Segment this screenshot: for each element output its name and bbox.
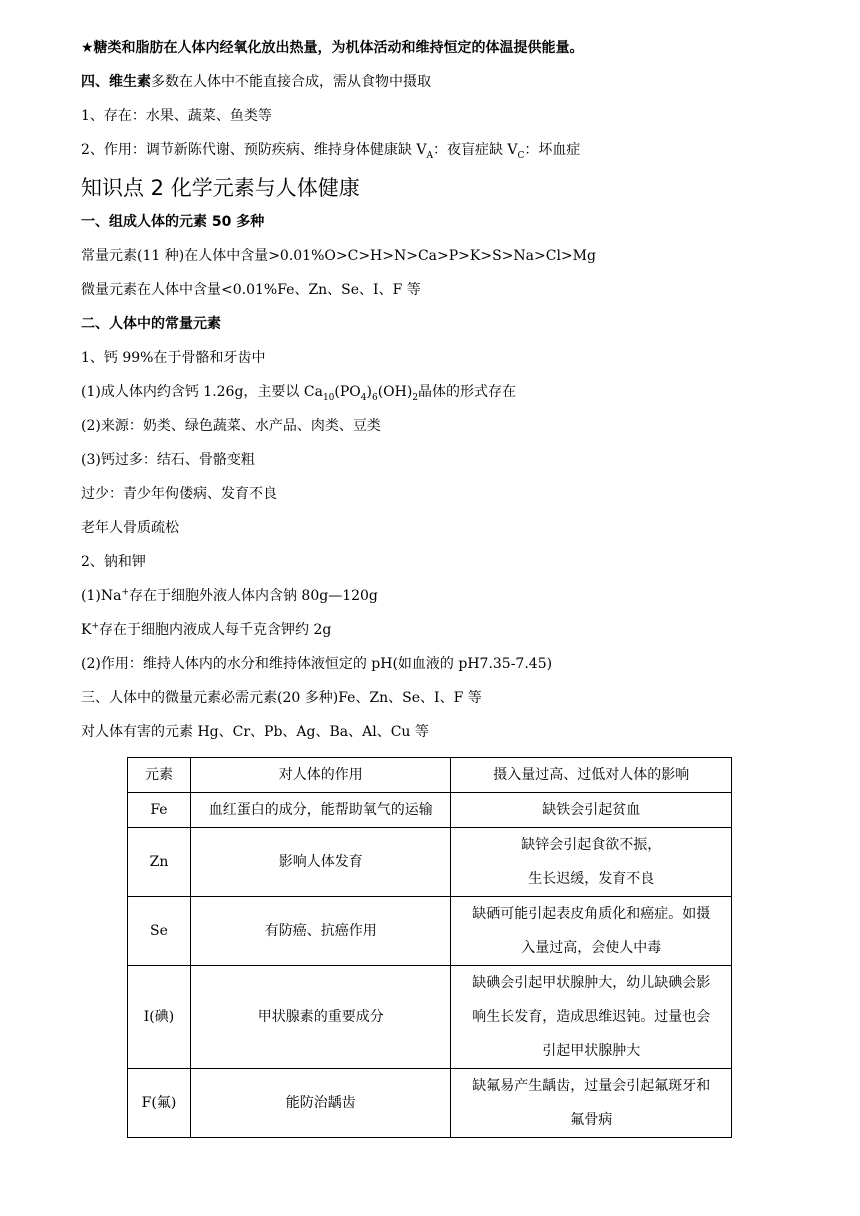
potassium-text: K	[81, 622, 92, 638]
cell-effect	[451, 966, 732, 1069]
section-elements-title: 一、组成人体的元素 50 多种	[81, 214, 265, 230]
formula-sub-1: 10	[322, 392, 335, 403]
vitamin-title-rest: 多数在人体中不能直接合成，需从食物中摄取	[151, 74, 431, 90]
cell-role: 血红蛋白的成分，能帮助氧气的运输	[190, 793, 451, 828]
cell-effect	[451, 828, 732, 897]
vitamin-func-text-3: ：坏血症	[524, 142, 581, 158]
header-element: 元素	[128, 758, 191, 793]
formula-text-3: )	[366, 384, 372, 400]
formula-text-2: (PO	[334, 384, 361, 400]
vitamin-func-text-2: ：夜盲症缺 V	[432, 142, 518, 158]
cell-effect	[451, 1069, 732, 1138]
section-macro-title: 二、人体中的常量元素	[81, 316, 221, 332]
sodium-potassium-function: (2)作用：维持人体内的水分和维持体液恒定的 pH(如血液的 pH7.35-7.45)	[81, 656, 553, 672]
sodium-line	[81, 586, 741, 606]
table-row	[128, 1069, 732, 1138]
calcium-line: 1、钙 99%在于骨骼和牙齿中	[81, 350, 266, 366]
potassium-line	[81, 620, 741, 640]
cell-effect	[451, 897, 732, 966]
formula-text-4: (OH)	[377, 384, 413, 400]
cell-element: I(碘)	[128, 966, 191, 1069]
vitamin-section-title	[81, 72, 741, 92]
header-effect: 摄入量过高、过低对人体的影响	[451, 758, 732, 793]
effect-line: 引起甲状腺肿大	[542, 1043, 641, 1059]
effect-line: 氟骨病	[570, 1112, 613, 1128]
vitamin-c-subscript: C	[517, 150, 525, 161]
cell-role: 甲状腺素的重要成分	[190, 966, 451, 1069]
calcium-formula-text: (1)成人体内约含钙 1.26g，主要以 Ca	[81, 384, 323, 400]
sodium-text: (1)Na	[81, 588, 122, 604]
document-page	[81, 38, 741, 756]
cell-element: Zn	[128, 828, 191, 897]
table-header-row	[128, 758, 732, 793]
calcium-excess: (3)钙过多：结石、骨骼变粗	[81, 452, 255, 468]
trace-elements-line: 微量元素在人体中含量<0.01%Fe、Zn、Se、I、F 等	[81, 282, 421, 298]
table-row	[128, 966, 732, 1069]
energy-note: ★糖类和脂肪在人体内经氧化放出热量，为机体活动和维持恒定的体温提供能量。	[81, 40, 584, 56]
vitamin-sources: 1、存在：水果、蔬菜、鱼类等	[81, 108, 272, 124]
effect-line: 生长迟缓，发育不良	[528, 871, 655, 887]
elements-table	[127, 757, 732, 1138]
effect-line: 缺氟易产生龋齿，过量会引起氟斑牙和	[472, 1078, 711, 1094]
calcium-deficiency: 过少：青少年佝偻病、发育不良	[81, 486, 277, 502]
sodium-potassium-title: 2、钠和钾	[81, 554, 146, 570]
cell-role: 能防治龋齿	[190, 1069, 451, 1138]
effect-line: 响生长发育，造成思维迟钝。过量也会	[472, 1009, 711, 1025]
macro-elements-line: 常量元素(11 种)在人体中含量>0.01%O>C>H>N>Ca>P>K>S>Na>Cl>Mg	[81, 248, 596, 264]
sodium-text-2: 存在于细胞外液人体内含钠 80g—120g	[128, 588, 378, 604]
potassium-text-2: 存在于细胞内液成人每千克含钾约 2g	[99, 622, 332, 638]
harmful-elements-line: 对人体有害的元素 Hg、Cr、Pb、Ag、Ba、Al、Cu 等	[81, 724, 429, 740]
table-row	[128, 793, 732, 828]
cell-role: 影响人体发育	[190, 828, 451, 897]
cell-effect	[451, 793, 732, 828]
knowledge-point-heading: 知识点 2 化学元素与人体健康	[81, 176, 360, 200]
formula-sub-4: 2	[412, 392, 419, 403]
calcium-sources: (2)来源：奶类、绿色蔬菜、水产品、肉类、豆类	[81, 418, 381, 434]
formula-text-5: 晶体的形式存在	[418, 384, 517, 400]
table-row	[128, 828, 732, 897]
header-role: 对人体的作用	[190, 758, 451, 793]
effect-line: 缺硒可能引起表皮角质化和癌症。如摄	[472, 906, 711, 922]
potassium-superscript: +	[91, 621, 100, 632]
trace-elements-section: 三、人体中的微量元素必需元素(20 多种)Fe、Zn、Se、I、F 等	[81, 690, 482, 706]
cell-role: 有防癌、抗癌作用	[190, 897, 451, 966]
effect-line: 缺碘会引起甲状腺肿大，幼儿缺碘会影	[472, 975, 711, 991]
formula-sub-2: 4	[360, 392, 367, 403]
table-row	[128, 897, 732, 966]
sodium-superscript: +	[121, 587, 129, 598]
vitamin-functions	[81, 140, 741, 160]
calcium-formula-line	[81, 382, 741, 402]
vitamin-func-text: 2、作用：调节新陈代谢、预防疾病、维持身体健康缺 V	[81, 142, 427, 158]
vitamin-a-subscript: A	[426, 150, 433, 161]
cell-element: Se	[128, 897, 191, 966]
cell-element: F(氟)	[128, 1069, 191, 1138]
cell-element: Fe	[128, 793, 191, 828]
formula-sub-3: 6	[371, 392, 378, 403]
effect-line: 缺铁会引起贫血	[542, 802, 641, 818]
effect-line: 缺锌会引起食欲不振，	[521, 837, 662, 853]
calcium-elderly: 老年人骨质疏松	[81, 520, 179, 536]
vitamin-title-bold: 四、维生素	[81, 74, 151, 90]
effect-line: 入量过高，会使人中毒	[521, 940, 662, 956]
